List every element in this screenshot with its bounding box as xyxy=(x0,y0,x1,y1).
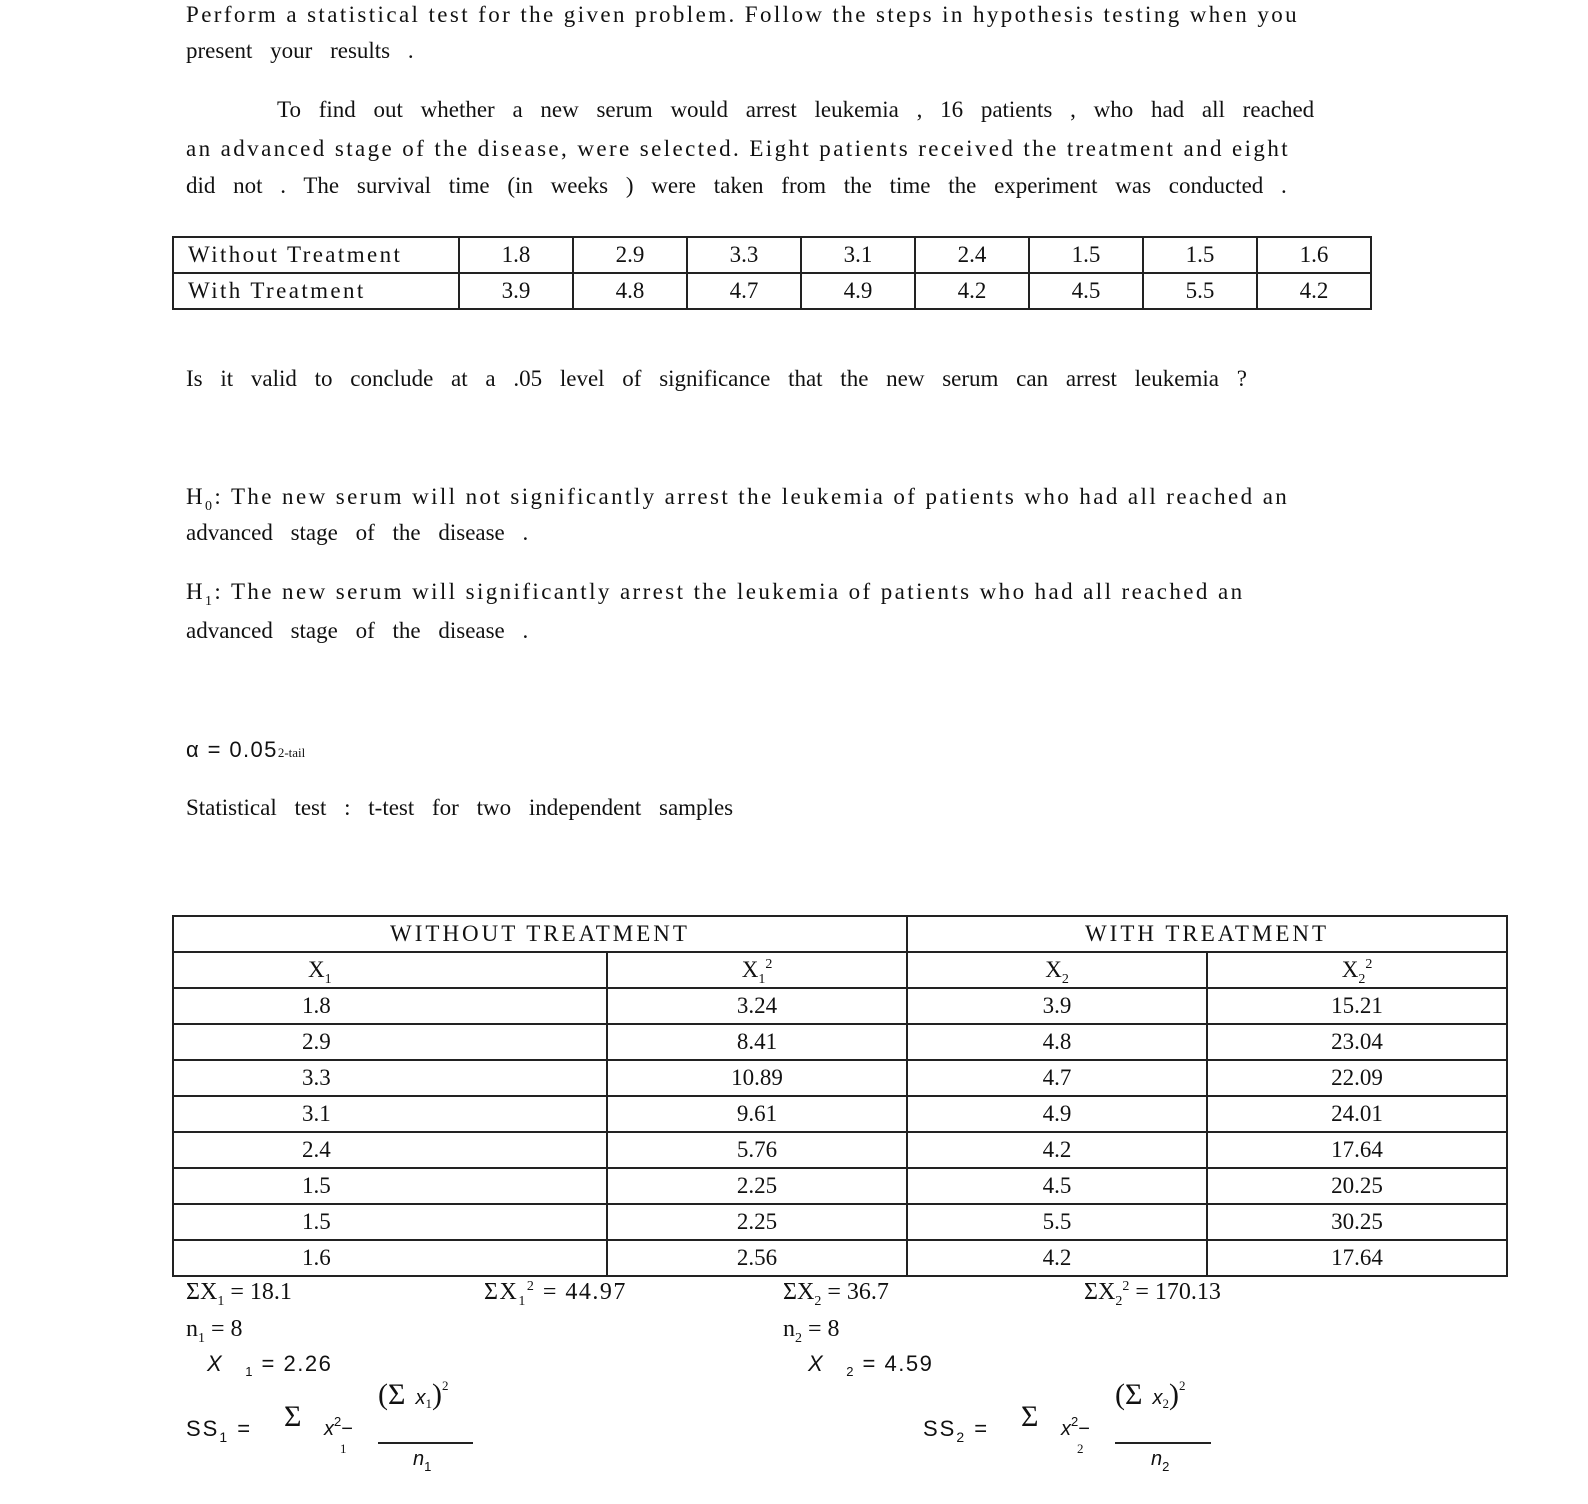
alpha-level xyxy=(186,737,305,763)
intro-line-2: present your results . xyxy=(186,38,414,63)
intro-line-1: Perform a statistical test for the given problem. Follow the steps in hypothesis testing when you xyxy=(186,2,1300,27)
table-cell: 8.41 xyxy=(607,1024,907,1060)
alpha-value: = 0.05 xyxy=(207,737,278,762)
table-row xyxy=(173,1168,1507,1204)
table-cell: 1.5 xyxy=(173,1204,607,1240)
h0-symbol: H xyxy=(186,484,206,509)
table-cell: 4.5 xyxy=(1029,273,1143,309)
table-cell: 2.9 xyxy=(173,1024,607,1060)
col-x1-squared: $X_1^2$ xyxy=(607,952,907,988)
problem-line-1: To find out whether a new serum would arrest leukemia , 16 patients , who had all reached xyxy=(277,97,1315,122)
alternative-hypothesis xyxy=(186,579,1245,609)
table-row xyxy=(173,1204,1507,1240)
table-cell: 1.8 xyxy=(173,988,607,1024)
table-cell: 1.6 xyxy=(1257,237,1371,273)
table-cell: 4.7 xyxy=(687,273,801,309)
header-with-treatment: WITH TREATMENT xyxy=(907,916,1507,952)
ss1-denominator: $n_1$ xyxy=(413,1448,432,1474)
table-cell: 4.2 xyxy=(907,1132,1207,1168)
table-cell: 5.76 xyxy=(607,1132,907,1168)
table-cell: 2.9 xyxy=(573,237,687,273)
table-cell: 4.5 xyxy=(907,1168,1207,1204)
ss1-numerator: (Σ x1)$^2$ xyxy=(378,1378,449,1411)
table-cell: 3.3 xyxy=(173,1060,607,1096)
table-cell: 1.5 xyxy=(173,1168,607,1204)
table-cell: 24.01 xyxy=(1207,1096,1507,1132)
table-cell: 22.09 xyxy=(1207,1060,1507,1096)
table-cell: 4.9 xyxy=(907,1096,1207,1132)
table-cell: 3.3 xyxy=(687,237,801,273)
mean-x1: X $_1$ = 2.26 xyxy=(207,1351,333,1379)
table-row xyxy=(173,1024,1507,1060)
problem-line-3: did not . The survival time (in weeks ) were taken from the time the experiment was conducted . xyxy=(186,173,1287,198)
table-cell: 20.25 xyxy=(1207,1168,1507,1204)
ss1-x-squared: $x^2-$ xyxy=(324,1414,353,1440)
ss1-x-subscript: 1 xyxy=(340,1441,347,1456)
table-row xyxy=(173,1240,1507,1276)
table-row xyxy=(173,1060,1507,1096)
ss2-x-subscript: 2 xyxy=(1077,1441,1084,1456)
ss2-numerator: (Σ x2)$^2$ xyxy=(1115,1378,1186,1411)
table-cell: 4.2 xyxy=(907,1240,1207,1276)
table-subheader-row xyxy=(173,952,1507,988)
ss2-x-squared: $x^2-$ xyxy=(1061,1414,1090,1440)
ss2-label: $SS_2$ = xyxy=(923,1416,990,1445)
sum-x2: $\Sigma X_2 = 36.7$ xyxy=(783,1279,889,1309)
table-cell: 3.1 xyxy=(801,237,915,273)
table-cell: 4.8 xyxy=(573,273,687,309)
table-cell: 2.4 xyxy=(173,1132,607,1168)
null-hypothesis-line-2: advanced stage of the disease . xyxy=(186,520,529,545)
null-hypothesis xyxy=(186,484,1290,514)
table-cell: 17.64 xyxy=(1207,1240,1507,1276)
table-cell: 5.5 xyxy=(907,1204,1207,1240)
table-cell: 4.2 xyxy=(915,273,1029,309)
h1-text: : The new serum will significantly arrest the leukemia of patients who had all reached an xyxy=(214,579,1245,604)
survival-data-table xyxy=(172,236,1372,310)
table-cell: 1.8 xyxy=(459,237,573,273)
alpha-tail: 2-tail xyxy=(277,745,306,760)
table-cell: 3.24 xyxy=(607,988,907,1024)
table-cell: 30.25 xyxy=(1207,1204,1507,1240)
table-cell: 4.9 xyxy=(801,273,915,309)
h1-subscript: 1 xyxy=(205,594,215,609)
question-text: Is it valid to conclude at a .05 level of significance that the new serum can arrest leukemia ? xyxy=(186,366,1247,391)
table-header-row xyxy=(173,916,1507,952)
col-x2: $X_2$ xyxy=(907,952,1207,988)
table-cell: 4.8 xyxy=(907,1024,1207,1060)
alternative-hypothesis-line-2: advanced stage of the disease . xyxy=(186,618,529,643)
table-cell: 4.2 xyxy=(1257,273,1371,309)
table-row xyxy=(173,237,1371,273)
table-cell: 10.89 xyxy=(607,1060,907,1096)
row-label-with: With Treatment xyxy=(173,273,459,309)
table-row xyxy=(173,988,1507,1024)
table-cell: 3.9 xyxy=(907,988,1207,1024)
h0-subscript: 0 xyxy=(205,499,215,514)
mean-x2: X $_2$ = 4.59 xyxy=(808,1351,934,1379)
ss2-denominator: $n_2$ xyxy=(1151,1448,1170,1474)
table-cell: 5.5 xyxy=(1143,273,1257,309)
table-cell: 3.9 xyxy=(459,273,573,309)
table-row xyxy=(173,273,1371,309)
table-cell: 1.6 xyxy=(173,1240,607,1276)
table-cell: 2.25 xyxy=(607,1204,907,1240)
h0-text: : The new serum will not significantly arrest the leukemia of patients who had all reached an xyxy=(214,484,1290,509)
calculation-table xyxy=(172,915,1508,1277)
h1-symbol: H xyxy=(186,579,206,604)
table-row xyxy=(173,1132,1507,1168)
sum-x2-squared: $\Sigma X_2^2 = 170.13$ xyxy=(1084,1279,1221,1309)
n1-value: $n_1 = 8$ xyxy=(186,1316,243,1346)
ss1-sigma: Σ xyxy=(284,1400,302,1433)
ss2-fraction-bar xyxy=(1115,1442,1211,1444)
table-cell: 4.7 xyxy=(907,1060,1207,1096)
alpha-symbol: α xyxy=(186,737,201,762)
ss2-sigma: Σ xyxy=(1021,1400,1039,1433)
col-x1: $X_1$ xyxy=(173,952,607,988)
row-label-without: Without Treatment xyxy=(173,237,459,273)
table-row xyxy=(173,1096,1507,1132)
n2-value: $n_2 = 8$ xyxy=(783,1316,840,1346)
sum-x1-squared: $\Sigma X_1^2 = 44.97$ xyxy=(484,1279,627,1309)
table-cell: 17.64 xyxy=(1207,1132,1507,1168)
table-cell: 2.25 xyxy=(607,1168,907,1204)
table-cell: 9.61 xyxy=(607,1096,907,1132)
table-cell: 2.56 xyxy=(607,1240,907,1276)
table-cell: 3.1 xyxy=(173,1096,607,1132)
table-cell: 1.5 xyxy=(1029,237,1143,273)
header-without-treatment: WITHOUT TREATMENT xyxy=(173,916,907,952)
ss1-label: $SS_1$ = xyxy=(186,1416,253,1445)
col-x2-squared: $X_2^2$ xyxy=(1207,952,1507,988)
table-cell: 1.5 xyxy=(1143,237,1257,273)
table-cell: 2.4 xyxy=(915,237,1029,273)
ss1-fraction-bar xyxy=(378,1442,473,1444)
sum-x1: $\Sigma X_1 = 18.1$ xyxy=(186,1279,292,1309)
table-cell: 23.04 xyxy=(1207,1024,1507,1060)
table-cell: 15.21 xyxy=(1207,988,1507,1024)
statistical-test: Statistical test : t-test for two independent samples xyxy=(186,795,734,820)
problem-line-2: an advanced stage of the disease, were selected. Eight patients received the treatment and eight xyxy=(186,136,1291,161)
